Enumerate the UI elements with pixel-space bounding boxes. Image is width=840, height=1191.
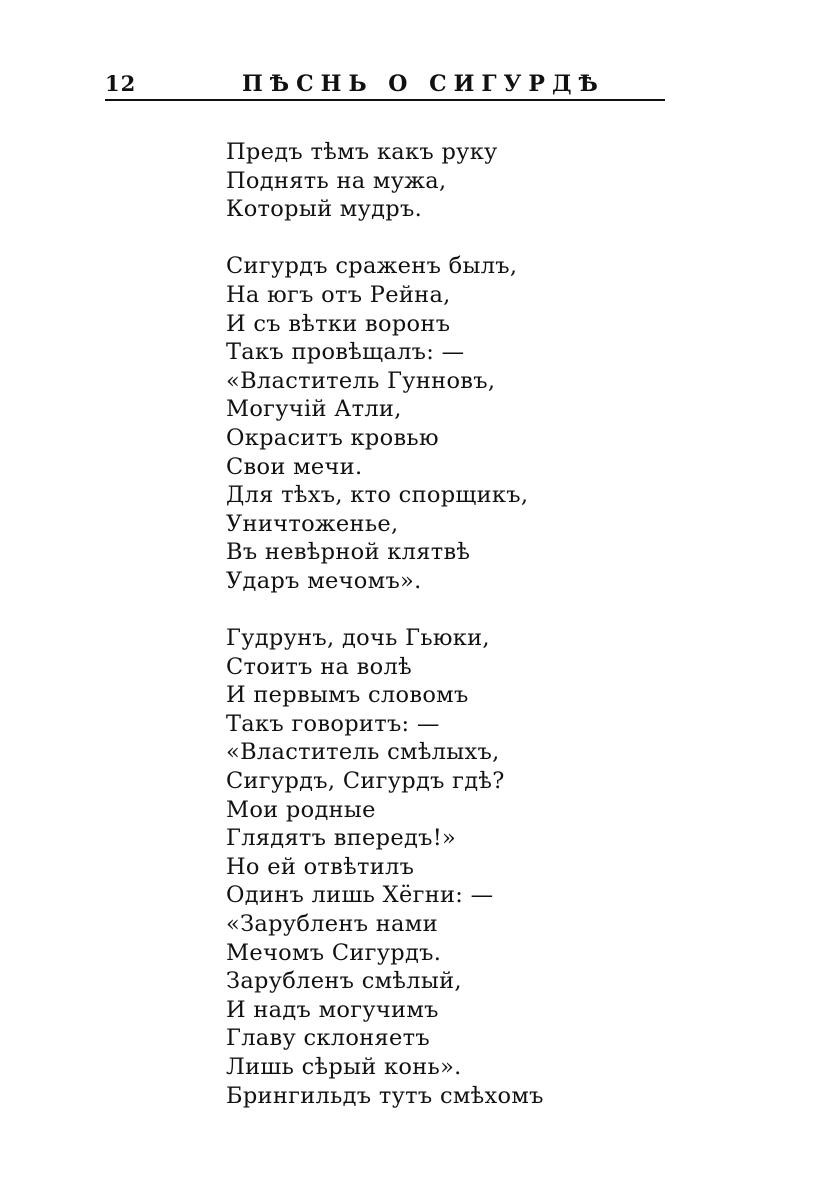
- stanza-2: [226, 252, 646, 595]
- verse-line: Такъ провѣщалъ: —: [226, 339, 465, 366]
- verse-line: Мои родные: [226, 796, 376, 823]
- stanza-1: [226, 138, 646, 224]
- page-number: 12: [105, 71, 137, 96]
- verse-line: «Властитель Гунновъ,: [226, 367, 496, 394]
- verse-line: Глядятъ впередъ!»: [226, 825, 457, 852]
- verse-line: Гудрунъ, дочь Гьюки,: [226, 625, 490, 652]
- verse-line: И съ вѣтки воронъ: [226, 310, 451, 337]
- verse-line: Уничтоженье,: [226, 510, 399, 537]
- verse-line: Стоитъ на волѣ: [226, 653, 412, 680]
- page-header: [105, 70, 665, 102]
- verse-line: Могучій Атли,: [226, 396, 402, 423]
- verse-line: Такъ говоритъ: —: [226, 710, 440, 737]
- verse-line: «Властитель смѣлыхъ,: [226, 739, 500, 766]
- verse-line: Но ей отвѣтилъ: [226, 853, 415, 880]
- verse-line: «Зарубленъ нами: [226, 911, 438, 938]
- verse-line: Главу склоняетъ: [226, 1025, 430, 1052]
- verse-line: Зарубленъ смѣлый,: [226, 968, 462, 995]
- verse-line: Брингильдъ тутъ смѣхомъ: [226, 1082, 544, 1109]
- verse-line: Предъ тѣмъ какъ руку: [226, 139, 498, 165]
- verse-line: Для тѣхъ, кто спорщикъ,: [226, 482, 529, 509]
- verse-line: На югъ отъ Рейна,: [226, 281, 451, 308]
- verse-line: Который мудръ.: [226, 196, 423, 223]
- verse-line: Поднять на мужа,: [226, 167, 447, 194]
- stanza-3: [226, 624, 646, 1110]
- verse-line: Свои мечи.: [226, 453, 363, 480]
- verse-line: Одинъ лишь Хёгни: —: [226, 882, 494, 909]
- verse-line: И надъ могучимъ: [226, 996, 439, 1023]
- verse-line: Ударъ мечомъ».: [226, 567, 422, 594]
- header-rule: [105, 99, 665, 101]
- poem-text: [226, 138, 646, 1110]
- verse-line: Въ невѣрной клятвѣ: [226, 539, 471, 566]
- verse-line: Сигурдъ сраженъ былъ,: [226, 253, 518, 280]
- verse-line: И первымъ словомъ: [226, 682, 469, 709]
- verse-line: Мечомъ Сигурдъ.: [226, 939, 442, 966]
- running-title: ПѢСНЬ О СИГУРДѢ: [242, 71, 605, 97]
- verse-line: Окраситъ кровью: [226, 424, 439, 451]
- verse-line: Сигурдъ, Сигурдъ гдѣ?: [226, 768, 505, 795]
- verse-line: Лишь сѣрый конь».: [226, 1054, 462, 1080]
